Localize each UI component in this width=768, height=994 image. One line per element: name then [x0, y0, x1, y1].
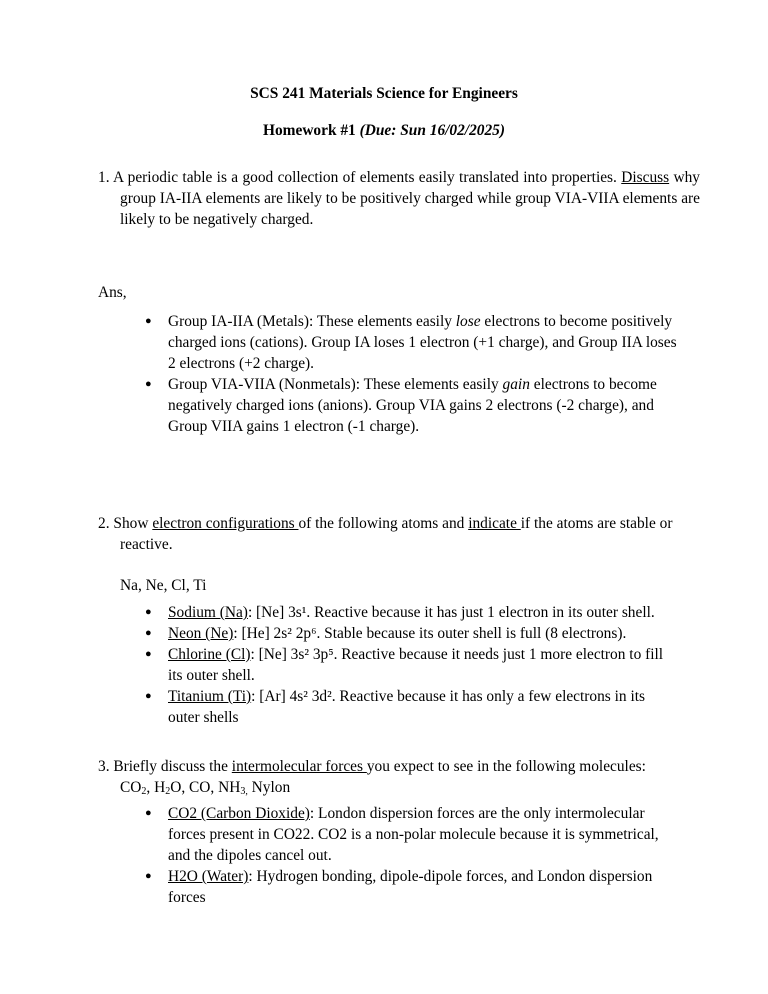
q1-underline: Discuss [621, 169, 670, 186]
list-item [147, 311, 677, 374]
list-item [147, 803, 677, 866]
homework-title [0, 120, 768, 141]
question-3 [98, 756, 700, 777]
underline: Sodium (Na) [168, 604, 248, 621]
subscript: 2 [141, 786, 147, 797]
q3-answer-list [147, 803, 677, 908]
list-item [147, 602, 677, 623]
list-item [147, 866, 677, 908]
text: : [Ne] 3s¹. Reactive because it has just 1 electron in its outer shell. [247, 604, 655, 621]
text: Group VIA-VIIA (Nonmetals): These elements easily [168, 376, 503, 393]
question-1 [98, 167, 700, 230]
due-date: (Due: Sun 16/02/2025) [359, 122, 505, 139]
list-item [147, 623, 677, 644]
text: : [He] 2s² 2p⁶. Stable because its outer shell is full (8 electrons). [233, 625, 627, 642]
q1-text-end: why group IA-IIA elements are likely to be positively charged while group VIA-VIIA elements are likely to be negatively charged. [120, 169, 700, 228]
underline: electron configurations [152, 515, 299, 532]
text: electrons to become positively charged ions (cations). Group IA loses 1 electron (+1 charge), and Group IIA loses 2 electrons (+2 charge). [168, 313, 677, 372]
answer-label: Ans, [98, 284, 127, 301]
q1-answer-list [147, 311, 677, 437]
underline: H2O (Water) [168, 868, 249, 885]
text: if the atoms are stable or reactive. [120, 515, 673, 553]
atoms-list: Na, Ne, Cl, Ti [120, 577, 207, 594]
subscript: 3, [240, 786, 248, 797]
emphasis: gain [502, 376, 530, 393]
underline: Chlorine (Cl) [168, 646, 251, 663]
text: 3. Briefly discuss the [98, 758, 232, 775]
q2-answer-list [147, 602, 677, 728]
underline: Neon (Ne) [168, 625, 234, 642]
text: Nylon [247, 779, 291, 796]
list-item [147, 686, 677, 728]
text: : Hydrogen bonding, dipole-dipole forces, and London dispersion forces [168, 868, 653, 906]
text: of the following atoms and [298, 515, 469, 532]
underline: Titanium (Ti) [168, 688, 252, 705]
emphasis: lose [455, 313, 481, 330]
subscript: 2 [165, 786, 171, 797]
text: Group IA-IIA (Metals): These elements easily [168, 313, 456, 330]
text: CO [120, 779, 142, 796]
text: 2. Show [98, 515, 153, 532]
text: : [Ar] 4s² 3d². Reactive because it has only a few electrons in its outer shells [168, 688, 645, 726]
underline: CO2 (Carbon Dioxide) [168, 805, 310, 822]
text: : London dispersion forces are the only intermolecular forces present in CO22. CO2 is a non-polar molecule because it is symmetrical, and the dipoles cancel out. [168, 805, 659, 864]
question-2 [98, 513, 700, 555]
underline: intermolecular forces [231, 758, 367, 775]
q1-text: 1. A periodic table is a good collection of elements easily translated into properties. [98, 169, 622, 186]
text: O, CO, NH [170, 779, 241, 796]
homework-label: Homework #1 [263, 122, 356, 139]
molecules-list [120, 777, 290, 798]
list-item [147, 374, 677, 437]
underline: indicate [468, 515, 521, 532]
text: electrons to become negatively charged ions (anions). Group VIA gains 2 electrons (-2 charge), and Group VIIA gains 1 electron (-1 charge). [168, 376, 657, 435]
text: , H [146, 779, 166, 796]
course-title: SCS 241 Materials Science for Engineers [250, 85, 518, 102]
text: : [Ne] 3s² 3p⁵. Reactive because it needs just 1 more electron to fill its outer shell. [168, 646, 664, 684]
list-item [147, 644, 677, 686]
text: you expect to see in the following molecules: [366, 758, 646, 775]
